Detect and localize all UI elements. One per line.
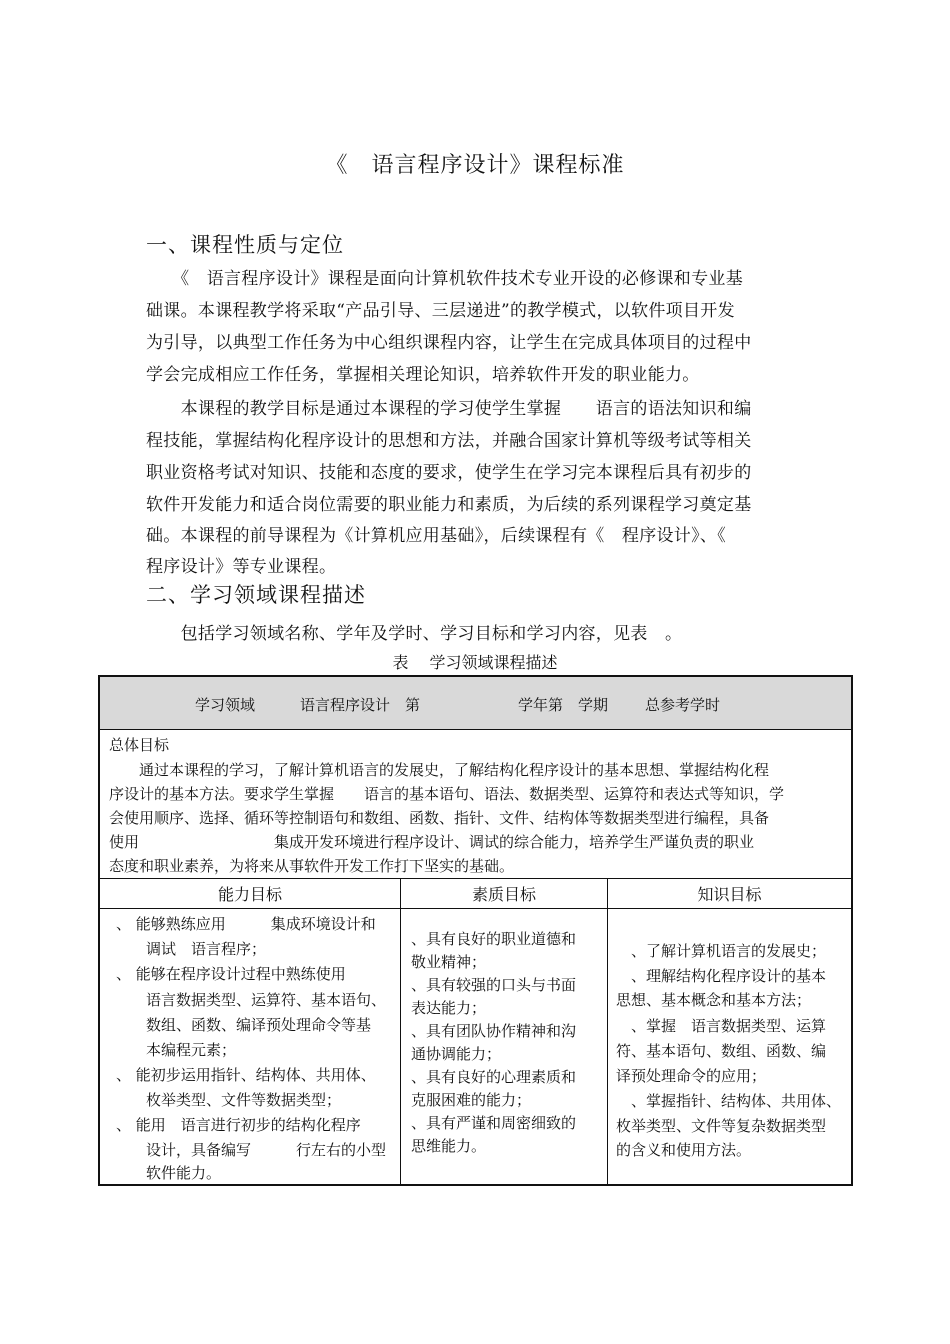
quality-line: 、具有良好的职业道德和 [411,930,577,948]
knowledge-line: 符、基本语句、数组、函数、编 [616,1042,827,1060]
ability-line: 、 能初步运用指针、结构体、共用体、 [116,1066,376,1084]
ability-line: 本编程元素； [116,1041,237,1059]
quality-line: 敬业精神； [411,953,487,971]
column-divider [607,878,608,1184]
overall-goal-label: 总体目标 [109,736,170,754]
paragraph-line: 程技能，掌握结构化程序设计的思想和方法，并融合国家计算机等级考试等相关 [146,431,752,451]
overall-goal-line: 序设计的基本方法。要求学生掌握 语言的基本语句、语法、数据类型、运算符和表达式等知识，学 [109,785,785,803]
paragraph-line: 职业资格考试对知识、技能和态度的要求，使学生在学习完本课程后具有初步的 [146,463,752,483]
overall-goal-line: 态度和职业素养，为将来从事软件开发工作打下坚实的基础。 [109,857,515,875]
course-table [98,675,853,1186]
knowledge-line: 、理解结构化程序设计的基本 [616,967,827,985]
paragraph-line: 础。本课程的前导课程为《计算机应用基础》，后续课程有《 程序设计》、《 [146,526,726,546]
header-term: 学年第 学期 [518,696,609,714]
knowledge-line: 、掌握 语言数据类型、运算 [616,1017,827,1035]
paragraph-line: 《 语言程序设计》课程是面向计算机软件技术专业开设的必修课和专业基 [146,269,743,289]
overall-goal-line: 会使用顺序、选择、循环等控制语句和数组、函数、指针、文件、结构体等数据类型进行编程，具备 [109,809,770,827]
knowledge-line: 的含义和使用方法。 [616,1141,752,1159]
quality-line: 、具有良好的心理素质和 [411,1068,577,1086]
knowledge-line: 思想、基本概念和基本方法； [616,991,812,1009]
column-header-knowledge: 知识目标 [697,885,762,904]
paragraph-line: 本课程的教学目标是通过本课程的学习使学生掌握 语言的语法知识和编 [146,399,752,419]
column-divider [400,878,401,1184]
column-header-ability: 能力目标 [217,885,282,904]
paragraph-line: 为引导，以典型工作任务为中心组织课程内容，让学生在完成具体项目的过程中 [146,333,752,353]
ability-line: 数组、函数、编译预处理命令等基 [116,1016,372,1034]
column-header-quality: 素质目标 [471,885,536,904]
quality-line: 、具有较强的口头与书面 [411,976,577,994]
overall-goal-line: 使用 集成开发环境进行程序设计、调试的综合能力，培养学生严谨负责的职业 [109,833,755,851]
paragraph-line: 础课。本课程教学将采取“产品引导、三层递进”的教学模式，以软件项目开发 [146,301,735,321]
quality-line: 、具有严谨和周密细致的 [411,1114,577,1132]
section-heading-2: 二、学习领域课程描述 [146,583,366,607]
column-header-row [100,878,851,909]
header-course-name: 语言程序设计 第 [300,696,421,714]
overall-goal-cell [100,730,851,879]
header-hours: 总参考学时 [645,696,721,714]
knowledge-line: 枚举类型、文件等复杂数据类型 [616,1117,827,1135]
overall-goal-line: 通过本课程的学习，了解计算机语言的发展史，了解结构化程序设计的基本思想、掌握结构化程 [109,761,770,779]
ability-line: 、 能用 语言进行初步的结构化程序 [116,1116,361,1134]
quality-line: 、具有团队协作精神和沟 [411,1022,577,1040]
paragraph-line: 学会完成相应工作任务，掌握相关理论知识，培养软件开发的职业能力。 [146,365,700,385]
knowledge-line: 、掌握指针、结构体、共用体、 [616,1092,842,1110]
knowledge-line: 、了解计算机语言的发展史； [616,942,827,960]
quality-line: 思维能力。 [411,1137,487,1155]
knowledge-line: 译预处理命令的应用； [616,1067,767,1085]
quality-line: 表达能力； [411,999,487,1017]
ability-line: 、 能够熟练应用 集成环境设计和 [116,915,376,933]
table-header-row [100,677,851,730]
paragraph-line: 程序设计》等专业课程。 [146,557,337,577]
ability-line: 枚举类型、文件等数据类型； [116,1091,342,1109]
table-caption: 表 学习领域课程描述 [392,653,558,672]
page-title: 《 语言程序设计》课程标准 [325,153,625,178]
ability-line: 语言数据类型、运算符、基本语句、 [116,991,387,1009]
ability-line: 、 能够在程序设计过程中熟练使用 [116,965,346,983]
header-field-label: 学习领域 [195,696,256,714]
section-heading-1: 一、课程性质与定位 [146,233,344,257]
ability-line: 软件能力。 [116,1164,222,1182]
quality-line: 通协调能力； [411,1045,502,1063]
ability-line: 调试 语言程序； [116,940,267,958]
paragraph-line: 软件开发能力和适合岗位需要的职业能力和素质，为后续的系列课程学习奠定基 [146,495,752,515]
ability-line: 设计，具备编写 行左右的小型 [116,1141,387,1159]
paragraph-line: 包括学习领域名称、学年及学时、学习目标和学习内容，见表 。 [146,624,683,644]
quality-line: 克服困难的能力； [411,1091,532,1109]
